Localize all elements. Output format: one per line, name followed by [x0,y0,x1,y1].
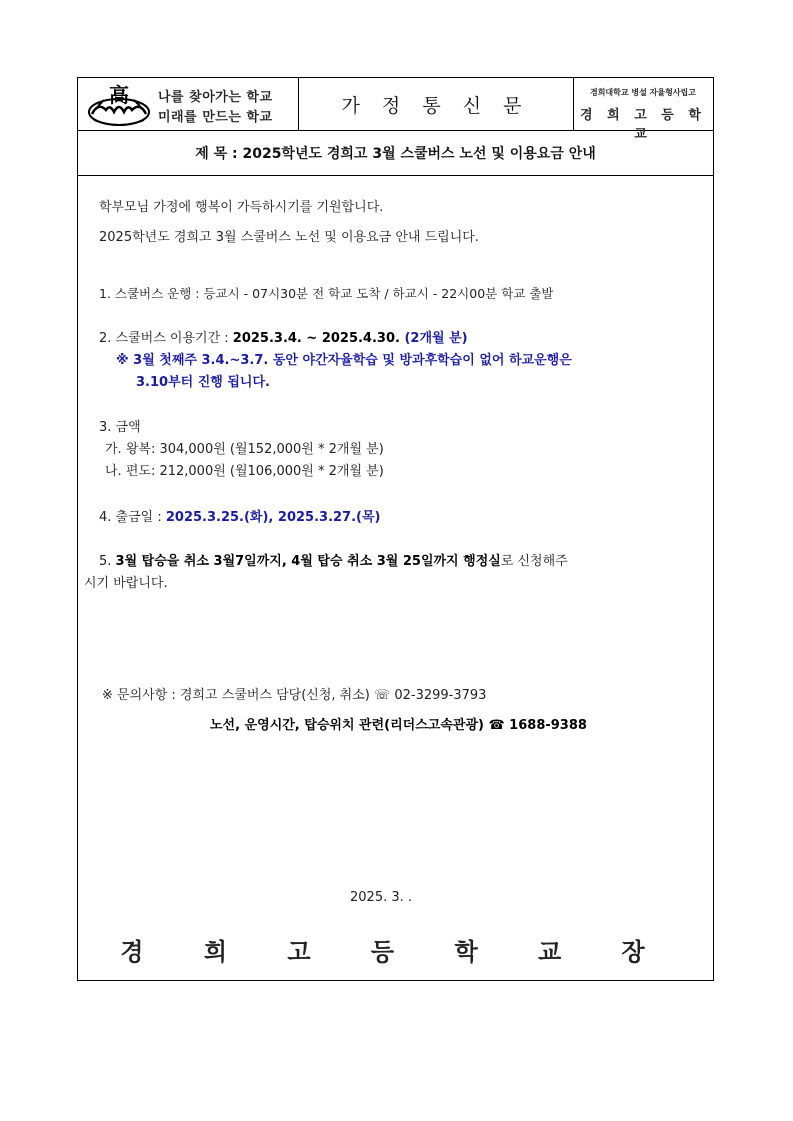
school-emblem-icon [84,80,154,128]
cancel-deadline: 3월 탑승을 취소 3월7일까지, 4월 탑승 취소 3월 25일까지 행정실 [115,554,501,569]
cancel-prefix: 5. [99,554,116,569]
document-frame [77,77,714,981]
motto-line2: 미래를 만드는 학교 [158,110,273,125]
document-type-title: 가 정 통 신 문 [341,94,530,117]
school-subtitle: 경희대학교 병설 자율형사립고 [589,88,697,97]
subject-text: 제 목 : 2025학년도 경희고 3월 스쿨버스 노선 및 이용요금 안내 [195,145,596,162]
usage-period-label: 2. 스쿨버스 이용기간 : [99,331,233,346]
withdrawal-label: 4. 출금일 : [99,510,166,525]
issue-date: 2025. 3. . [350,890,413,905]
cancel-line2: 시기 바랍니다. [84,576,168,591]
withdrawal-dates: 2025.3.25.(화), 2025.3.27.(목) [165,510,381,525]
item-fee-label: 3. 금액 [99,420,141,435]
greeting-text: 학부모님 가정에 행복이 가득하시기를 기원합니다. [99,200,384,215]
item-usage-period [99,331,468,348]
header-doctype-cell [298,78,574,130]
item-bus-operation: 1. 스쿨버스 운행 : 등교시 - 07시30분 전 학교 도착 / 하교시 - 22시00분 학교 출발 [99,286,554,301]
item-cancellation [99,554,568,571]
motto-line1: 나를 찾아가는 학교 [158,90,273,105]
usage-note-line1: ※ 3월 첫째주 3.4.~3.7. 동안 야간자율학습 및 방과후학습이 없어 하교운행은 [116,353,572,368]
svg-text:高: 高 [109,83,129,107]
usage-period-dates: 2025.3.4. ~ 2025.4.30. [232,331,400,346]
fee-round-trip: 가. 왕복: 304,000원 (월152,000원 * 2개월 분) [105,442,384,457]
header-motto-cell [78,78,299,130]
contact-bus-company: 노선, 운영시간, 탑승위치 관련(리더스고속관광) ☎ 1688-9388 [210,718,587,733]
contact-school: ※ 문의사항 : 경희고 스쿨버스 담당(신청, 취소) ☏ 02-3299-3793 [102,688,487,703]
usage-note-line2: 3.10부터 진행 됩니다. [136,375,270,390]
intro-text: 2025학년도 경희고 3월 스쿨버스 노선 및 이용요금 안내 드립니다. [99,230,479,245]
header-table [78,78,713,142]
principal-signature: 경 희 고 등 학 교 장 [120,938,671,966]
usage-period-months: (2개월 분) [399,331,468,346]
header-school-cell [573,78,713,142]
school-name: 경 희 고 등 학 교 [580,108,706,142]
cancel-rest: 로 신청해주 [500,554,568,569]
fee-one-way: 나. 편도: 212,000원 (월106,000원 * 2개월 분) [105,464,384,479]
item-withdrawal-date [99,510,380,527]
subject-line [78,130,713,176]
